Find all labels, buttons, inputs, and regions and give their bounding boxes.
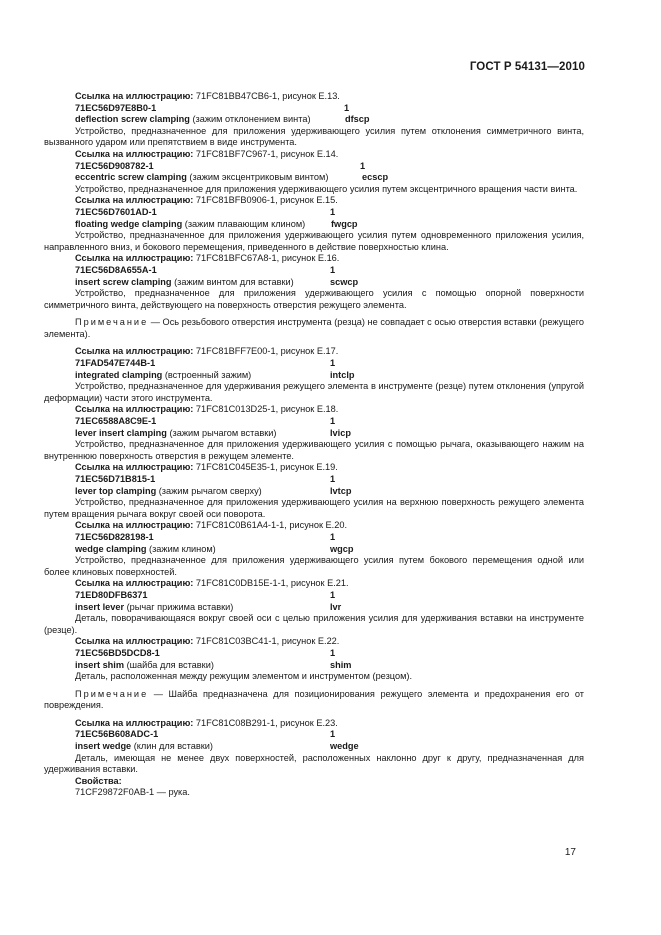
reference-label: Ссылка на иллюстрацию: — [75, 346, 194, 357]
term-entry — [44, 149, 584, 195]
reference-label: Ссылка на иллюстрацию: — [75, 462, 194, 473]
entry-code: 71EC56B608ADC-1 — [75, 729, 159, 740]
entry-code-line — [44, 474, 584, 486]
entry-level: 1 — [330, 206, 336, 217]
entry-code: 71EC56D71B815-1 — [75, 474, 156, 484]
reference-value: 71FC81C0B61A4-1-1, рисунок Е.20. — [193, 520, 348, 531]
term-en: lever insert clamping — [75, 427, 167, 438]
reference-value: 71FC81C013D25-1, рисунок Е.18. — [193, 404, 339, 415]
figure-reference — [44, 253, 584, 265]
entry-code-line — [44, 416, 584, 428]
figure-reference — [44, 636, 584, 648]
term-abbreviation: lvicp — [330, 427, 351, 438]
reference-value: 71FC81BF7C967-1, рисунок Е.14. — [193, 148, 339, 159]
reference-label: Ссылка на иллюстрацию: — [75, 91, 194, 101]
term-abbreviation: fwgcp — [331, 218, 358, 229]
entry-code: 71EC56D97E8B0-1 — [75, 102, 157, 113]
reference-label: Ссылка на иллюстрацию: — [75, 253, 194, 264]
figure-reference — [44, 404, 584, 416]
figure-reference — [44, 578, 584, 590]
term-ru: (зажим рычагом сверху) — [156, 485, 262, 496]
note-label: Примечание — [75, 317, 149, 328]
term-definition: Деталь, расположенная между режущим элементом и инструментом (резцом). — [75, 671, 412, 682]
reference-value: 71FC81C0DB15E-1-1, рисунок Е.21. — [193, 578, 349, 589]
entry-term-line — [44, 428, 584, 440]
reference-label: Ссылка на иллюстрацию: — [75, 404, 194, 415]
term-entry — [44, 195, 584, 253]
entry-term-line — [44, 277, 584, 289]
reference-value: 71FC81BFB0906-1, рисунок Е.15. — [193, 195, 338, 206]
properties-label: Свойства: — [75, 775, 122, 786]
entry-level: 1 — [330, 358, 336, 369]
term-ru: (клин для вставки) — [131, 741, 213, 752]
properties-value: 71CF29872F0AB-1 — рука. — [75, 787, 190, 798]
reference-label: Ссылка на иллюстрацию: — [75, 195, 194, 206]
term-abbreviation: wedge — [330, 741, 359, 752]
entry-term-line — [44, 741, 584, 753]
term-note — [44, 317, 584, 340]
reference-label: Ссылка на иллюстрацию: — [75, 578, 194, 589]
term-en: deflection screw clamping — [75, 114, 190, 125]
term-entry — [44, 253, 584, 346]
term-abbreviation: ecscp — [362, 172, 389, 183]
reference-value: 71FC81C08B291-1, рисунок Е.23. — [193, 717, 338, 728]
entry-term-line — [44, 660, 584, 672]
entry-term-line — [44, 172, 584, 184]
figure-reference — [44, 91, 584, 103]
entry-level: 1 — [330, 531, 336, 542]
term-abbreviation: lvr — [330, 601, 342, 612]
term-en: lever top clamping — [75, 485, 157, 496]
entry-code: 71ED80DFB6371 — [75, 589, 148, 600]
entry-code-line — [44, 648, 584, 660]
entry-code: 71EC56D828198-1 — [75, 531, 154, 542]
entry-code-line — [44, 161, 584, 173]
term-en: insert wedge — [75, 741, 132, 752]
term-entry — [44, 578, 584, 636]
figure-reference — [44, 195, 584, 207]
reference-label: Ссылка на иллюстрацию: — [75, 148, 194, 159]
entry-code-line — [44, 729, 584, 741]
term-definition: Устройство, предназначенное для приложения удерживающего усилия с помощью опорной поверхности симметричного винта, действующего на поверхность отверстия режущего элемента. — [44, 288, 584, 310]
entry-level: 1 — [360, 160, 366, 171]
term-ru: (зажим винтом для вставки) — [171, 276, 294, 287]
term-ru: (зажим плавающим клином) — [182, 218, 306, 229]
standard-designation: ГОСТ Р 54131—2010 — [469, 61, 585, 73]
reference-value: 71FC81BB47CB6-1, рисунок Е.13. — [193, 91, 340, 101]
entry-level: 1 — [344, 102, 350, 113]
entry-level: 1 — [330, 474, 336, 484]
entry-code-line — [44, 590, 584, 602]
term-en: floating wedge clamping — [75, 218, 183, 229]
term-en: integrated clamping — [75, 369, 163, 380]
term-abbreviation: lvtcp — [330, 485, 352, 496]
reference-label: Ссылка на иллюстрацию: — [75, 717, 194, 728]
entry-level: 1 — [330, 416, 336, 427]
figure-reference — [44, 346, 584, 358]
page-number: 17 — [564, 847, 576, 858]
entry-term-line — [44, 544, 584, 556]
entry-term-line — [44, 370, 584, 382]
term-en: insert lever — [75, 601, 125, 612]
term-abbreviation: dfscp — [345, 114, 370, 125]
entry-term-line — [44, 114, 584, 126]
term-en: insert shim — [75, 659, 125, 670]
entry-code-line — [44, 358, 584, 370]
entry-level: 1 — [330, 729, 336, 740]
term-definition: Деталь, поворачивающаяся вокруг своей оси с целью приложения усилия для удерживания вставки на инструменте (резце). — [44, 613, 584, 635]
term-abbreviation: scwcp — [330, 276, 359, 287]
figure-reference — [44, 462, 584, 474]
term-definition: Устройство, предназначенное для приложения удерживающего усилия на верхнюю поверхность режущего элемента путем вращения рычага вокруг своей оси поворота. — [44, 497, 584, 519]
entry-code: 71FAD547E744B-1 — [75, 358, 156, 369]
term-definition: Устройство, предназначенное для приложения удерживающего усилия путем одновременного приложения усилия, направленного вниз, и бокового перемещения, приведенного в действие поверхностью клина. — [44, 230, 584, 252]
reference-value: 71FC81BFF7E00-1, рисунок Е.17. — [193, 346, 339, 357]
term-abbreviation: shim — [330, 659, 352, 670]
entry-code-line — [44, 207, 584, 219]
term-note — [44, 689, 584, 712]
entry-code-line — [44, 103, 584, 115]
term-ru: (зажим отклонением винта) — [189, 114, 311, 125]
entry-level: 1 — [330, 647, 336, 658]
entry-code: 71EC6588A8C9E-1 — [75, 416, 157, 427]
term-definition: Деталь, имеющая не менее двух поверхностей, расположенных наклонно друг к другу, предназначенная для удерживания вставки. — [44, 752, 584, 775]
term-en: wedge clamping — [75, 543, 147, 554]
term-ru: (шайба для вставки) — [124, 659, 214, 670]
term-ru: (рычаг прижима вставки) — [124, 601, 234, 612]
term-ru: (зажим рычагом вставки) — [166, 427, 277, 438]
document-body — [44, 91, 584, 799]
note-text: — Шайба предназначена для позиционирования режущего элемента и предохранения его от повреждения. — [44, 688, 584, 711]
entry-code: 71EC56D7601AD-1 — [75, 206, 157, 217]
term-entry — [44, 636, 584, 718]
figure-reference — [44, 149, 584, 161]
term-entry — [44, 462, 584, 520]
entry-term-line — [44, 219, 584, 231]
entry-level: 1 — [330, 264, 336, 275]
term-entry — [44, 91, 584, 149]
term-entry — [44, 520, 584, 578]
reference-value: 71FC81C03BC41-1, рисунок Е.22. — [193, 636, 340, 647]
term-definition: Устройство, предназначенное для приложения удерживающего усилия с помощью рычага, оказывающего нажим на внутреннюю поверхность отверстия в режущем элементе. — [44, 439, 584, 461]
term-abbreviation: wgcp — [330, 543, 354, 554]
reference-label: Ссылка на иллюстрацию: — [75, 636, 194, 647]
term-entry — [44, 718, 584, 776]
note-text: — Ось резьбового отверстия инструмента (резца) не совпадает с осью отверстия вставки (режущего элемента). — [44, 317, 584, 339]
entry-code: 71EC56D908782-1 — [75, 160, 154, 171]
entry-code: 71EC56D8A655A-1 — [75, 264, 157, 275]
entry-code-line — [44, 265, 584, 277]
reference-value: 71FC81C045E35-1, рисунок Е.19. — [193, 462, 338, 473]
figure-reference — [44, 718, 584, 730]
term-definition: Устройство, предназначенное для приложения удерживающего усилия путем эксцентричного вращения части винта. — [75, 183, 578, 194]
term-definition: Устройство, предназначенное для удерживания режущего элемента в инструменте (резце) путем отклонения (упругой деформации) части этого инструмента. — [44, 381, 584, 403]
entry-term-line — [44, 602, 584, 614]
term-en: eccentric screw clamping — [75, 172, 187, 183]
note-label: Примечание — [75, 688, 149, 699]
entry-level: 1 — [330, 589, 336, 600]
entry-code-line — [44, 532, 584, 544]
term-ru: (встроенный зажим) — [162, 369, 252, 380]
figure-reference — [44, 520, 584, 532]
term-entry — [44, 346, 584, 404]
term-ru: (зажим эксцентриковым винтом) — [186, 172, 329, 183]
entry-term-line — [44, 486, 584, 498]
term-definition: Устройство, предназначенное для приложения удерживающего усилия путем отклонения симметричного винта, вызванного ударом или препятствием в виде инструмента. — [44, 125, 584, 148]
term-entry — [44, 404, 584, 462]
entry-code: 71EC56BD5DCD8-1 — [75, 647, 160, 658]
term-abbreviation: intclp — [330, 369, 355, 380]
term-definition: Устройство, предназначенное для приложения удерживающего усилия путем бокового перемещения одной или более клиновых поверхностей. — [44, 555, 584, 577]
term-en: insert screw clamping — [75, 276, 172, 287]
reference-label: Ссылка на иллюстрацию: — [75, 520, 194, 531]
reference-value: 71FC81BFC67A8-1, рисунок Е.16. — [193, 253, 340, 264]
term-ru: (зажим клином) — [146, 543, 216, 554]
